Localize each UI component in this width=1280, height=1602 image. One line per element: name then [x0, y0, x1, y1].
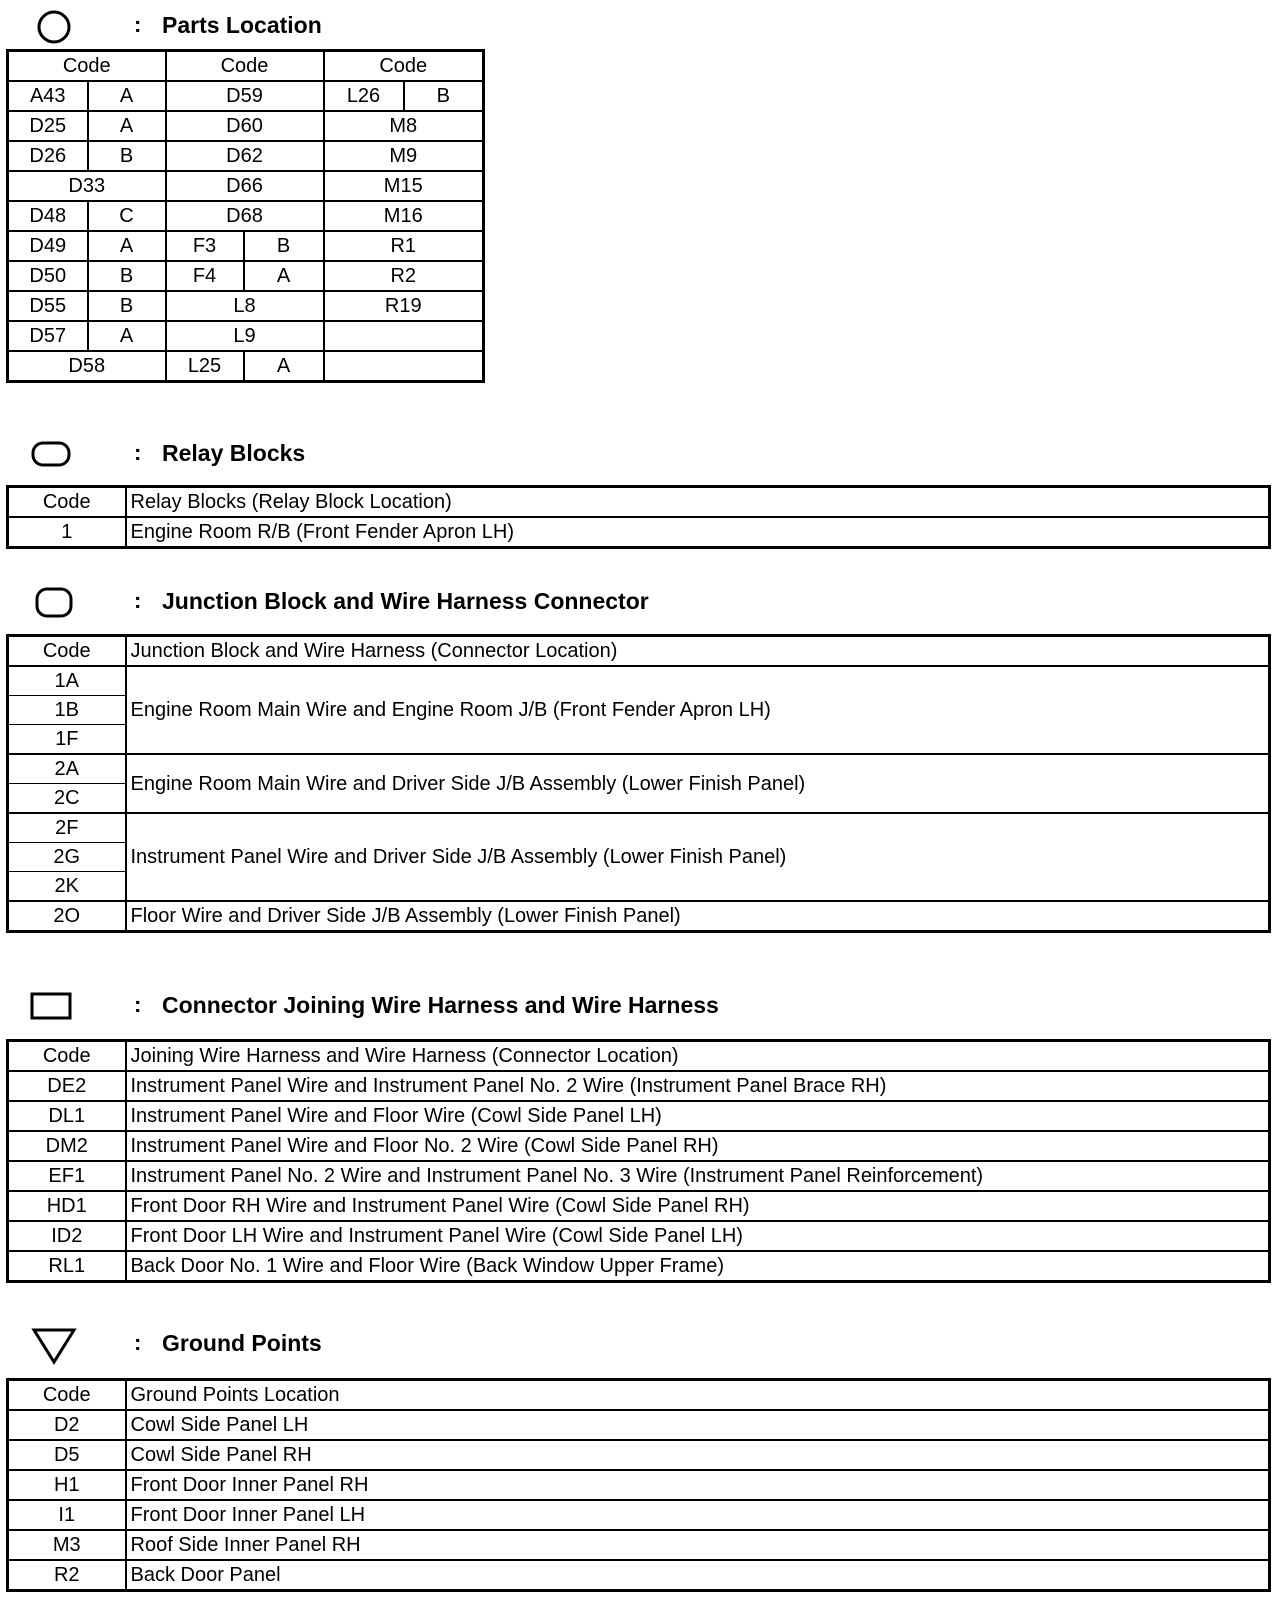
code-cell: D48 — [8, 201, 88, 231]
section-colon: : — [134, 12, 142, 37]
table-row — [8, 1440, 1270, 1470]
table-row — [8, 201, 484, 231]
table-header-row — [8, 636, 1270, 667]
code-cell: DL1 — [8, 1101, 126, 1131]
section-colon: : — [134, 440, 142, 465]
table-row — [8, 754, 1270, 784]
circle-icon — [34, 8, 74, 48]
table-row — [8, 666, 1270, 696]
code-cell: 2A — [8, 754, 126, 784]
code-cell: 2G — [8, 843, 126, 872]
header-cell: Code — [8, 487, 126, 518]
table-row — [8, 901, 1270, 932]
table-header-row — [8, 1041, 1270, 1072]
location-cell: Instrument Panel Wire and Floor No. 2 Wire (Cowl Side Panel RH) — [126, 1131, 1270, 1161]
table-row — [8, 1221, 1270, 1251]
code-cell: F4 — [166, 261, 244, 291]
code-cell: ID2 — [8, 1221, 126, 1251]
code-cell: 2C — [8, 784, 126, 814]
section-title: Junction Block and Wire Harness Connector — [162, 588, 649, 614]
sub-cell: B — [88, 291, 166, 321]
code-cell: M15 — [324, 171, 484, 201]
code-cell: D68 — [166, 201, 324, 231]
location-cell: Front Door LH Wire and Instrument Panel Wire (Cowl Side Panel LH) — [126, 1221, 1270, 1251]
table-row — [8, 261, 484, 291]
table-header-row — [8, 1380, 1270, 1411]
sub-cell: C — [88, 201, 166, 231]
section-header-parts-location — [30, 6, 530, 46]
table-row — [8, 1530, 1270, 1560]
table-header-row — [8, 487, 1270, 518]
code-cell: R2 — [8, 1560, 126, 1591]
code-cell: M8 — [324, 111, 484, 141]
sub-cell: B — [88, 261, 166, 291]
table-header-row — [8, 51, 484, 82]
code-cell: 2K — [8, 872, 126, 902]
code-cell: M3 — [8, 1530, 126, 1560]
code-cell: D59 — [166, 81, 324, 111]
triangle-down-icon — [30, 1324, 78, 1368]
sub-cell: B — [88, 141, 166, 171]
table-row — [8, 1470, 1270, 1500]
location-cell: Back Door Panel — [126, 1560, 1270, 1591]
location-cell: Engine Room R/B (Front Fender Apron LH) — [126, 517, 1270, 548]
sub-cell: A — [88, 321, 166, 351]
code-cell: F3 — [166, 231, 244, 261]
sub-cell: A — [244, 351, 324, 382]
table-row — [8, 291, 484, 321]
code-cell: D2 — [8, 1410, 126, 1440]
header-cell: Ground Points Location — [126, 1380, 1270, 1411]
table-row — [8, 1101, 1270, 1131]
code-cell: D55 — [8, 291, 88, 321]
parts-location-table — [6, 49, 485, 383]
table-row — [8, 351, 484, 382]
sub-cell: B — [244, 231, 324, 261]
table-row — [8, 813, 1270, 843]
location-cell: Instrument Panel Wire and Instrument Panel No. 2 Wire (Instrument Panel Brace RH) — [126, 1071, 1270, 1101]
table-row — [8, 1251, 1270, 1282]
code-cell: D58 — [8, 351, 166, 382]
code-cell: 2O — [8, 901, 126, 932]
section-header-ground-points — [30, 1324, 630, 1364]
code-cell: D57 — [8, 321, 88, 351]
section-colon: : — [134, 1330, 142, 1355]
junction-block-table — [6, 634, 1271, 933]
code-cell: D25 — [8, 111, 88, 141]
code-cell: M9 — [324, 141, 484, 171]
location-cell: Instrument Panel No. 2 Wire and Instrument Panel No. 3 Wire (Instrument Panel Reinforcement) — [126, 1161, 1270, 1191]
table-row — [8, 141, 484, 171]
section-colon: : — [134, 588, 142, 613]
section-title: Parts Location — [162, 12, 322, 38]
location-cell: Instrument Panel Wire and Floor Wire (Cowl Side Panel LH) — [126, 1101, 1270, 1131]
code-cell: L8 — [166, 291, 324, 321]
code-cell: D26 — [8, 141, 88, 171]
sub-cell: A — [88, 81, 166, 111]
code-cell: 1F — [8, 725, 126, 755]
table-row — [8, 321, 484, 351]
section-colon: : — [134, 992, 142, 1017]
code-cell: D66 — [166, 171, 324, 201]
table-row — [8, 1500, 1270, 1530]
table-row — [8, 1560, 1270, 1591]
table-row — [8, 1161, 1270, 1191]
location-cell: Instrument Panel Wire and Driver Side J/B Assembly (Lower Finish Panel) — [126, 813, 1270, 901]
location-cell: Back Door No. 1 Wire and Floor Wire (Back Window Upper Frame) — [126, 1251, 1270, 1282]
code-cell: L9 — [166, 321, 324, 351]
code-cell: DE2 — [8, 1071, 126, 1101]
code-cell: HD1 — [8, 1191, 126, 1221]
connector-joining-table — [6, 1039, 1271, 1283]
location-cell: Cowl Side Panel LH — [126, 1410, 1270, 1440]
table-row — [8, 111, 484, 141]
header-cell: Joining Wire Harness and Wire Harness (Connector Location) — [126, 1041, 1270, 1072]
empty-cell — [324, 321, 484, 351]
location-cell: Engine Room Main Wire and Driver Side J/B Assembly (Lower Finish Panel) — [126, 754, 1270, 813]
location-cell: Front Door Inner Panel RH — [126, 1470, 1270, 1500]
table-row — [8, 1131, 1270, 1161]
location-cell: Floor Wire and Driver Side J/B Assembly (Lower Finish Panel) — [126, 901, 1270, 932]
sub-cell: A — [88, 111, 166, 141]
code-cell: 1B — [8, 696, 126, 725]
header-cell: Code — [166, 51, 324, 82]
sub-cell: B — [404, 81, 484, 111]
table-row — [8, 1191, 1270, 1221]
empty-cell — [324, 351, 484, 382]
sub-cell: A — [88, 231, 166, 261]
header-cell: Code — [324, 51, 484, 82]
header-cell: Code — [8, 51, 166, 82]
code-cell: D5 — [8, 1440, 126, 1470]
code-cell: D50 — [8, 261, 88, 291]
location-cell: Roof Side Inner Panel RH — [126, 1530, 1270, 1560]
header-cell: Junction Block and Wire Harness (Connector Location) — [126, 636, 1270, 667]
code-cell: L25 — [166, 351, 244, 382]
sub-cell: A — [244, 261, 324, 291]
header-cell: Code — [8, 636, 126, 667]
rounded-rect-icon — [30, 436, 74, 476]
section-title: Connector Joining Wire Harness and Wire Harness — [162, 992, 719, 1018]
code-cell: D60 — [166, 111, 324, 141]
location-cell: Front Door Inner Panel LH — [126, 1500, 1270, 1530]
table-row — [8, 517, 1270, 548]
code-cell: L26 — [324, 81, 404, 111]
location-cell: Cowl Side Panel RH — [126, 1440, 1270, 1470]
section-title: Ground Points — [162, 1330, 322, 1356]
location-cell: Front Door RH Wire and Instrument Panel Wire (Cowl Side Panel RH) — [126, 1191, 1270, 1221]
code-cell: A43 — [8, 81, 88, 111]
header-cell: Code — [8, 1380, 126, 1411]
code-cell: I1 — [8, 1500, 126, 1530]
table-row — [8, 231, 484, 261]
location-cell: Engine Room Main Wire and Engine Room J/B (Front Fender Apron LH) — [126, 666, 1270, 754]
table-row — [8, 1071, 1270, 1101]
header-cell: Relay Blocks (Relay Block Location) — [126, 487, 1270, 518]
table-row — [8, 1410, 1270, 1440]
section-header-connector-joining — [30, 986, 830, 1026]
section-header-junction-block — [30, 582, 830, 622]
code-cell: DM2 — [8, 1131, 126, 1161]
table-row — [8, 171, 484, 201]
header-cell: Code — [8, 1041, 126, 1072]
code-cell: D49 — [8, 231, 88, 261]
ground-points-table — [6, 1378, 1271, 1592]
code-cell: R2 — [324, 261, 484, 291]
code-cell: EF1 — [8, 1161, 126, 1191]
code-cell: RL1 — [8, 1251, 126, 1282]
table-row — [8, 81, 484, 111]
code-cell: H1 — [8, 1470, 126, 1500]
rounded-box-icon — [32, 584, 76, 624]
code-cell: 1A — [8, 666, 126, 696]
code-cell: D62 — [166, 141, 324, 171]
code-cell: R19 — [324, 291, 484, 321]
code-cell: 1 — [8, 517, 126, 548]
code-cell: 2F — [8, 813, 126, 843]
square-icon — [30, 988, 74, 1028]
code-cell: M16 — [324, 201, 484, 231]
section-title: Relay Blocks — [162, 440, 306, 466]
relay-blocks-table — [6, 485, 1271, 549]
code-cell: D33 — [8, 171, 166, 201]
section-header-relay-blocks — [30, 434, 630, 474]
code-cell: R1 — [324, 231, 484, 261]
